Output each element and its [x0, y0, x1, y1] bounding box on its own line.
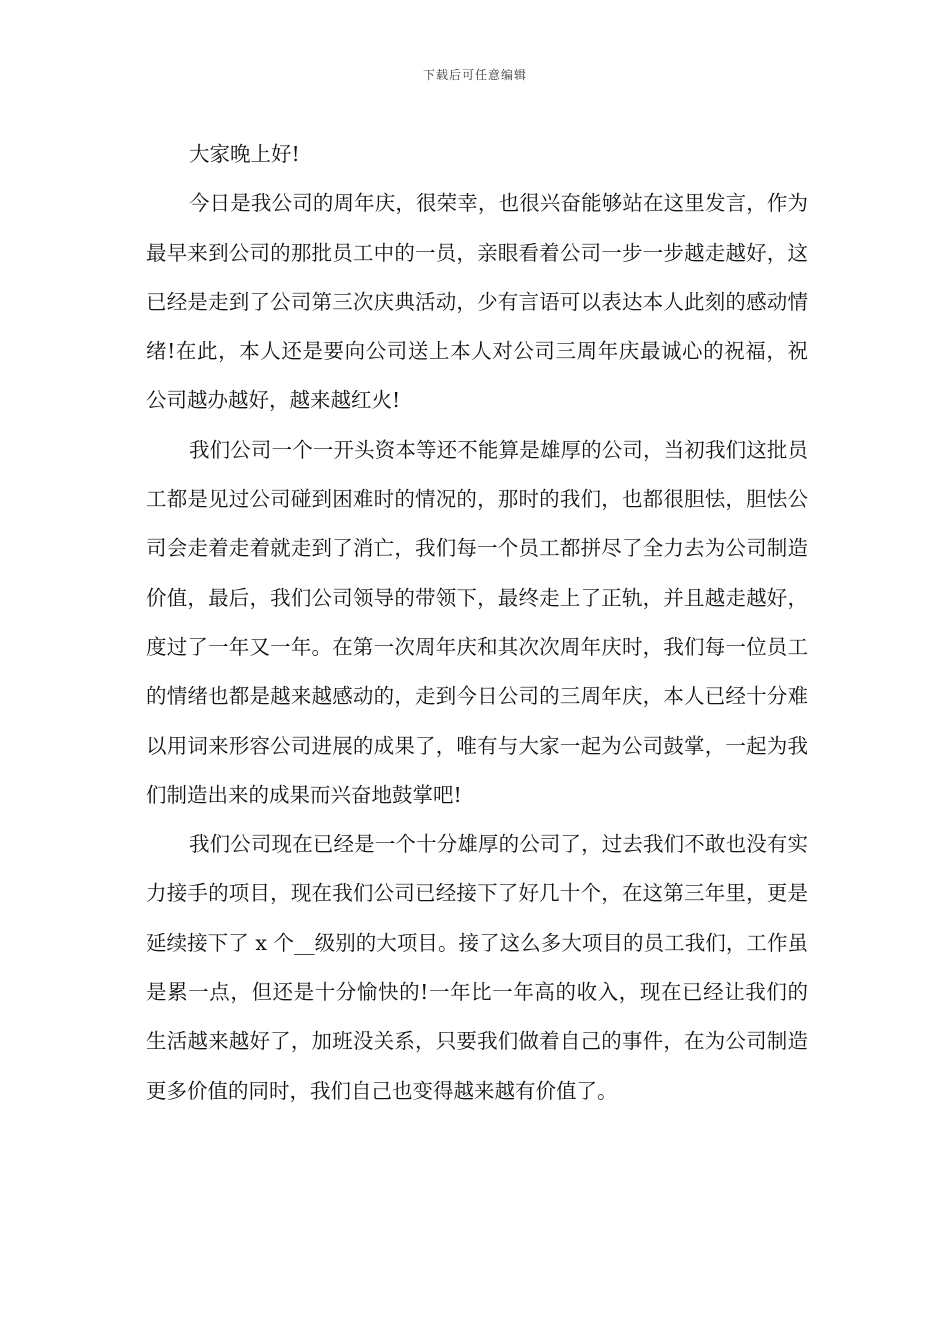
greeting-paragraph: 大家晚上好!: [189, 142, 300, 166]
paragraph-3: 我们公司现在已经是一个十分雄厚的公司了，过去我们不敢也没有实力接手的项目，现在我们公司已经接下了好几十个，在这第三年里，更是延续接下了 x 个__级别的大项目。接了这么多大项目的员工我们，工作虽是累一点，但还是十分愉快的!一年比一年高的收入，现在已经让我们的生活越来越好了，加班没关系，只要我们做着自己的事件，在为公司制造更多价值的同时，我们自己也变得越来越有价值了。: [146, 832, 808, 1103]
page-header: 下载后可任意编辑: [422, 68, 527, 82]
paragraph-2: 我们公司一个一开头资本等还不能算是雄厚的公司，当初我们这批员工都是见过公司碰到困难时的情况的，那时的我们，也都很胆怯，胆怯公司会走着走着就走到了消亡，我们每一个员工都拼尽了全力去为公司制造价值，最后，我们公司领导的带领下，最终走上了正轨，并且越走越好，度过了一年又一年。在第一次周年庆和其次次周年庆时，我们每一位员工的情绪也都是越来越感动的，走到今日公司的三周年庆，本人已经十分难以用词来形容公司进展的成果了，唯有与大家一起为公司鼓掌，一起为我们制造出来的成果而兴奋地鼓掌吧!: [146, 437, 808, 807]
document-body: [146, 130, 808, 1116]
paragraph-1: 今日是我公司的周年庆，很荣幸，也很兴奋能够站在这里发言，作为最早来到公司的那批员工中的一员，亲眼看着公司一步一步越走越好，这已经是走到了公司第三次庆典活动，少有言语可以表达本人此刻的感动情绪!在此，本人还是要向公司送上本人对公司三周年庆最诚心的祝福，祝公司越办越好，越来越红火!: [146, 191, 808, 413]
